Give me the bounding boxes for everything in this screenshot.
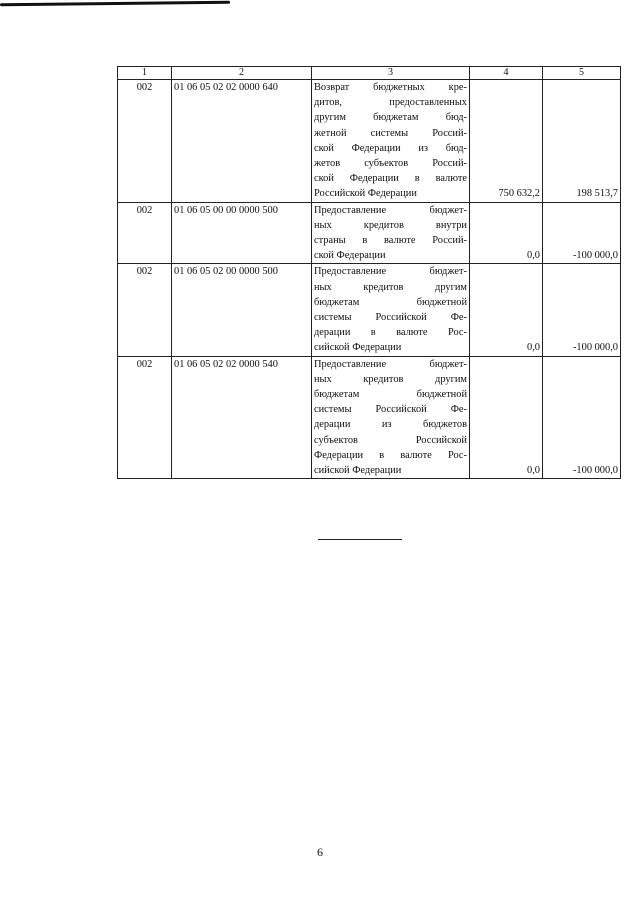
header-col-4: 4 — [470, 67, 543, 80]
table-row — [118, 356, 621, 479]
amount-col4-cell: 0,0 — [470, 356, 543, 479]
header-col-3: 3 — [312, 67, 470, 80]
description-line: жетной системы Россий- — [314, 127, 467, 139]
description-cell — [312, 356, 470, 479]
budget-classification-code-cell: 01 06 05 02 02 0000 540 — [172, 356, 312, 479]
description-line: Возврат бюджетных кре- — [314, 82, 467, 93]
amount-col5-cell: -100 000,0 — [543, 202, 621, 264]
table-row — [118, 80, 621, 203]
budget-table — [117, 66, 621, 479]
description-line: сийской Федерации — [314, 465, 402, 477]
description-line: ных кредитов другим — [314, 281, 467, 293]
table-header-row — [118, 67, 621, 80]
table-row — [118, 264, 621, 356]
description-line: жетов субъектов Россий- — [314, 158, 467, 170]
scan-artifact-line — [0, 1, 230, 6]
header-col-1: 1 — [118, 67, 172, 80]
amount-col4-cell: 0,0 — [470, 202, 543, 264]
budget-classification-code-cell: 01 06 05 00 00 0000 500 — [172, 202, 312, 264]
description-line: дерации из бюджетов — [314, 419, 467, 431]
description-line: другим бюджетам бюд- — [314, 112, 467, 124]
description-line: Российской Федерации — [314, 188, 417, 200]
description-line: системы Российской Фе- — [314, 404, 467, 416]
separator-line — [318, 539, 402, 540]
description-line: страны в валюте Россий- — [314, 235, 467, 247]
header-col-2: 2 — [172, 67, 312, 80]
description-line: Предоставление бюджет- — [314, 204, 467, 216]
page-number: 6 — [317, 845, 323, 859]
description-cell — [312, 80, 470, 203]
amount-col5-cell: -100 000,0 — [543, 264, 621, 356]
description-line: ской Федерации из бюд- — [314, 142, 467, 154]
budget-classification-code-cell: 01 06 05 02 00 0000 500 — [172, 264, 312, 356]
description-line: дитов, предоставленных — [314, 97, 467, 109]
amount-col5-cell: -100 000,0 — [543, 356, 621, 479]
table-row — [118, 202, 621, 264]
description-line: Федерации в валюте Рос- — [314, 449, 467, 461]
description-line: ных кредитов другим — [314, 373, 467, 385]
description-line: Предоставление бюджет- — [314, 358, 467, 370]
description-line: субъектов Российской — [314, 434, 467, 446]
admin-code-cell: 002 — [118, 264, 172, 356]
admin-code-cell: 002 — [118, 80, 172, 203]
description-line: бюджетам бюджетной — [314, 296, 467, 308]
description-line: ской Федерации в валюте — [314, 173, 467, 185]
admin-code-cell: 002 — [118, 356, 172, 479]
description-line: сийской Федерации — [314, 342, 402, 354]
description-line: системы Российской Фе- — [314, 312, 467, 324]
description-cell — [312, 202, 470, 264]
description-line: дерации в валюте Рос- — [314, 327, 467, 339]
amount-col4-cell: 750 632,2 — [470, 80, 543, 203]
description-line: Предоставление бюджет- — [314, 266, 467, 278]
description-cell — [312, 264, 470, 356]
description-line: ных кредитов внутри — [314, 219, 467, 231]
amount-col5-cell: 198 513,7 — [543, 80, 621, 203]
admin-code-cell: 002 — [118, 202, 172, 264]
header-col-5: 5 — [543, 67, 621, 80]
amount-col4-cell: 0,0 — [470, 264, 543, 356]
description-line: бюджетам бюджетной — [314, 389, 467, 401]
description-line: ской Федерации — [314, 250, 386, 262]
budget-classification-code-cell: 01 06 05 02 02 0000 640 — [172, 80, 312, 203]
